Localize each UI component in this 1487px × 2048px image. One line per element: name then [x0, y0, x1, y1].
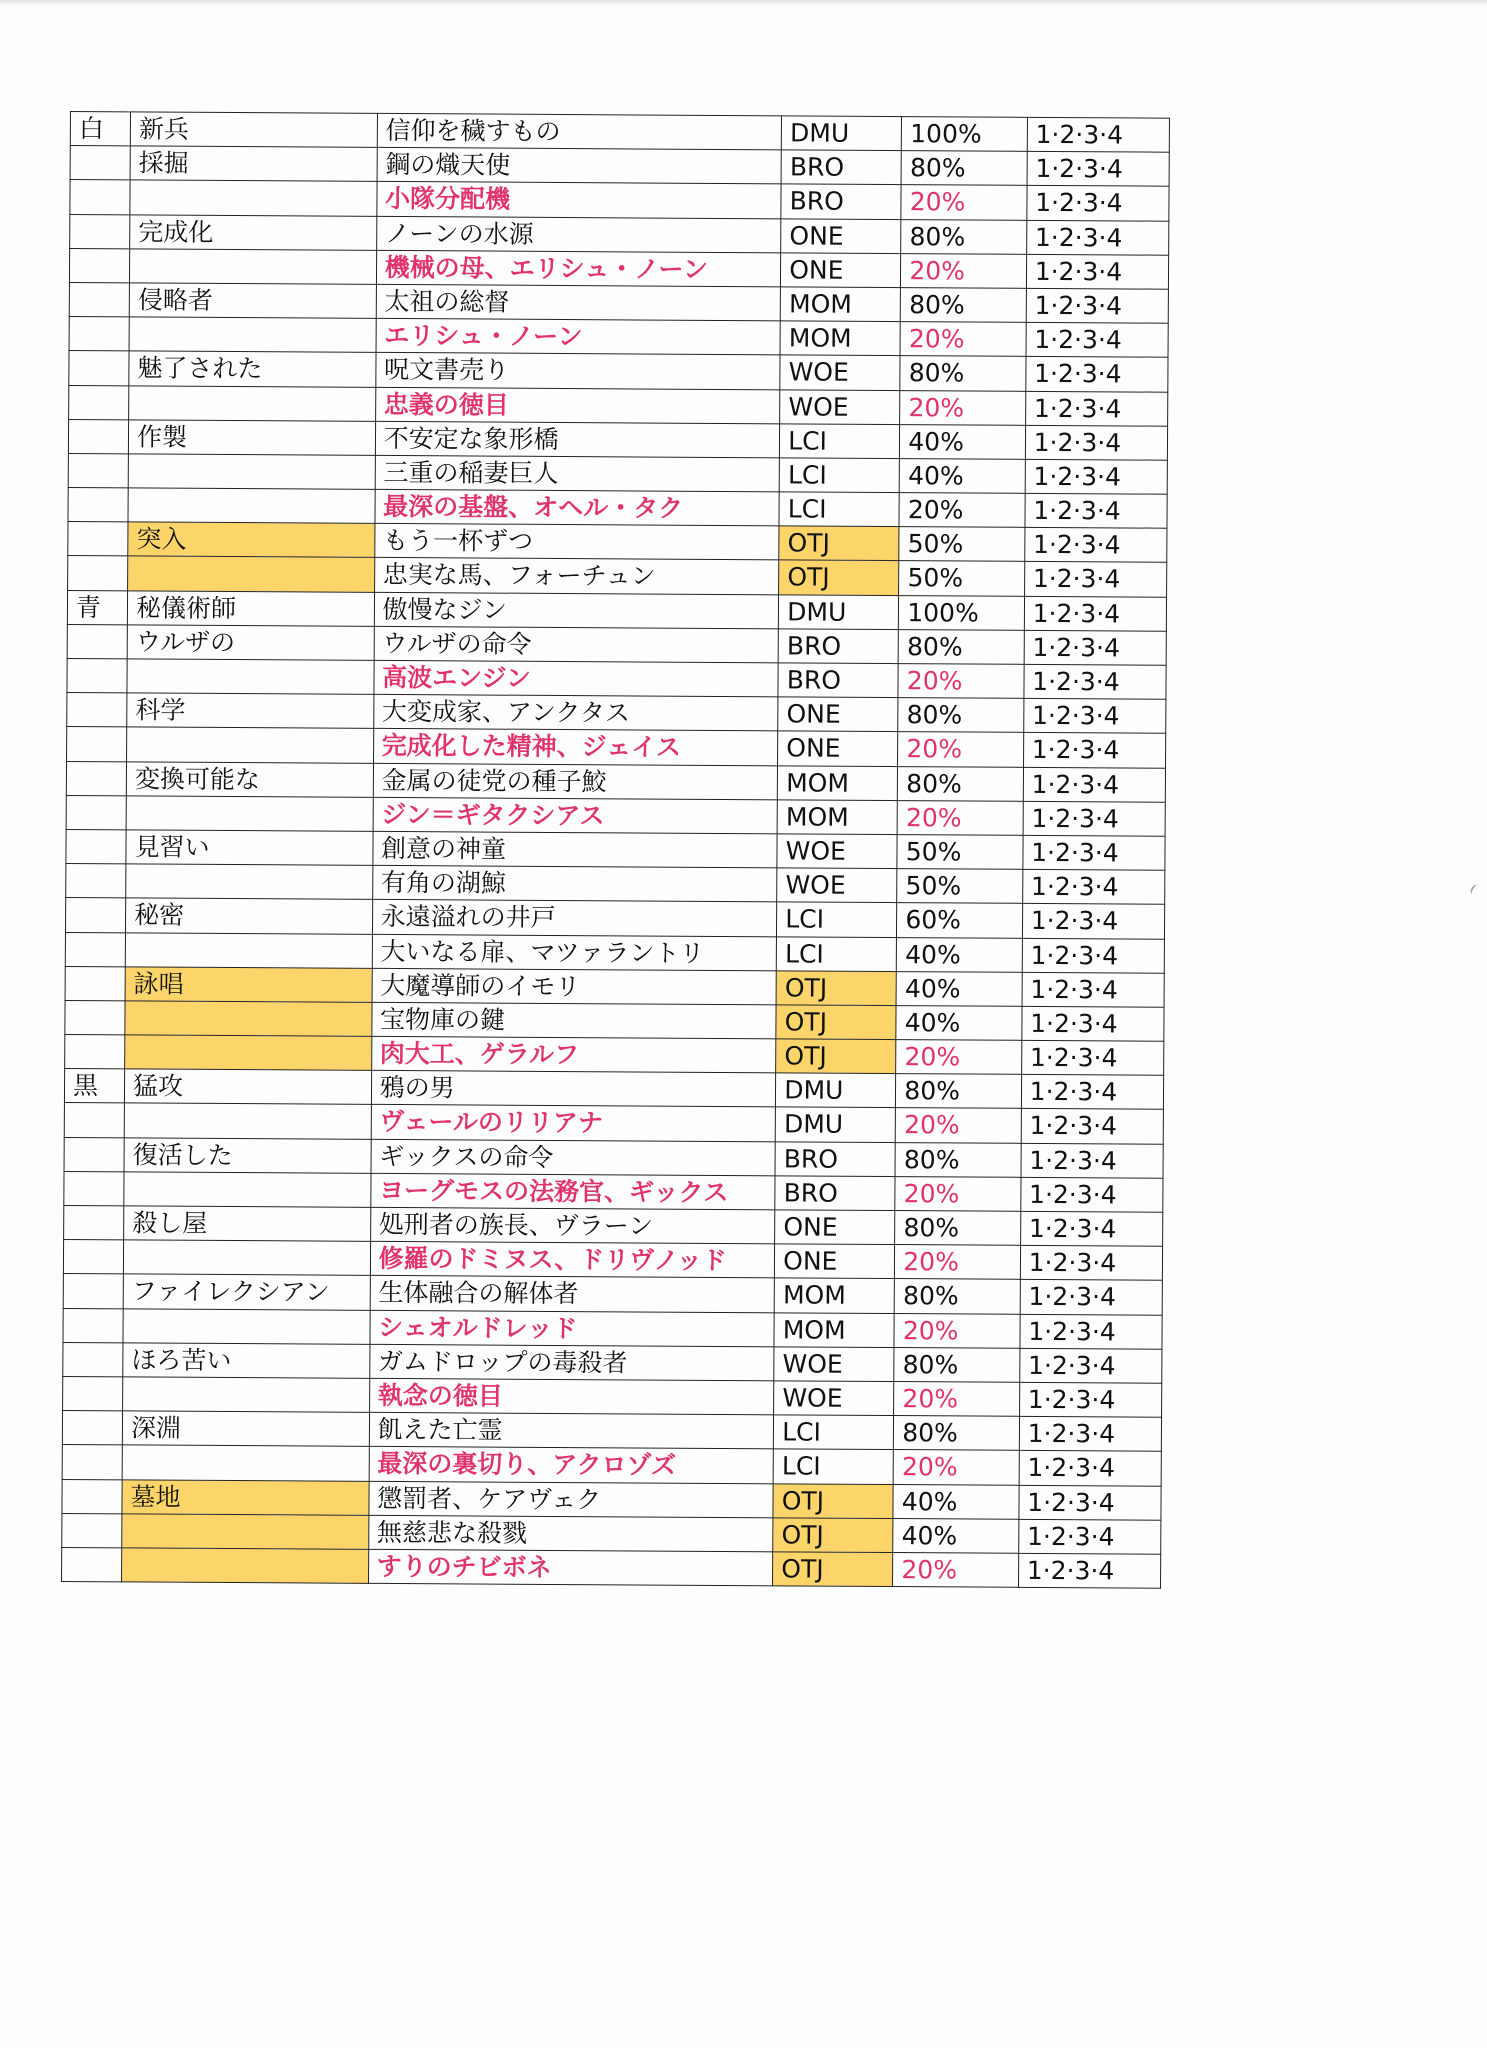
set-code-cell: LCI [776, 936, 896, 971]
rate-cell: 80% [900, 356, 1026, 391]
color-cell [62, 1479, 122, 1514]
copies-cell: 1·2·3·4 [1020, 1280, 1163, 1315]
card-name-cell: ウルザの命令 [374, 626, 779, 663]
rate-cell: 20% [898, 664, 1024, 699]
color-cell [69, 351, 129, 386]
color-cell [64, 1171, 124, 1206]
card-name-cell: ギックスの命令 [371, 1139, 776, 1176]
card-name-cell: 肉大工、ゲラルフ [371, 1036, 776, 1073]
rate-cell: 80% [898, 766, 1024, 801]
set-code-cell: LCI [779, 492, 899, 527]
set-code-cell: OTJ [773, 1483, 893, 1518]
mechanic-cell: 魅了された [129, 351, 376, 387]
copies-cell: 1·2·3·4 [1023, 733, 1166, 768]
copies-cell: 1·2·3·4 [1026, 322, 1169, 357]
mechanic-cell: 見習い [126, 830, 373, 866]
set-code-cell: LCI [773, 1449, 893, 1484]
copies-cell: 1·2·3·4 [1022, 972, 1165, 1007]
set-code-cell: WOE [774, 1381, 894, 1416]
rate-cell: 40% [893, 1484, 1019, 1519]
rate-cell: 80% [901, 219, 1027, 254]
mechanic-cell: 突入 [128, 522, 375, 558]
rate-cell: 20% [893, 1450, 1019, 1485]
set-code-cell: DMU [776, 1073, 896, 1108]
card-name-cell: ヨーグモスの法務官、ギックス [370, 1173, 775, 1210]
rate-cell: 100% [902, 117, 1028, 152]
rate-cell: 40% [897, 937, 1023, 972]
set-code-cell: OTJ [776, 971, 896, 1006]
card-name-cell: 呪文書売り [375, 353, 780, 390]
mechanic-cell: 詠唱 [125, 967, 372, 1003]
color-cell [62, 1513, 122, 1548]
rate-cell: 80% [898, 629, 1024, 664]
copies-cell: 1·2·3·4 [1024, 528, 1167, 563]
copies-cell: 1·2·3·4 [1025, 459, 1168, 494]
card-name-cell: すりのチビボネ [368, 1549, 773, 1586]
copies-cell: 1·2·3·4 [1019, 1485, 1162, 1520]
card-name-cell: 傲慢なジン [374, 592, 779, 629]
rate-cell: 80% [896, 1074, 1022, 1109]
set-code-cell: ONE [778, 731, 898, 766]
color-cell [62, 1547, 122, 1582]
color-cell [66, 829, 126, 864]
rate-cell: 20% [896, 1108, 1022, 1143]
card-name-cell: 修羅のドミヌス、ドリヴノッド [370, 1242, 775, 1279]
mechanic-cell: 侵略者 [129, 283, 376, 319]
card-name-cell: 処刑者の族長、ヴラーン [370, 1207, 775, 1244]
set-code-cell: DMU [779, 594, 899, 629]
color-cell: 黒 [64, 1069, 124, 1104]
card-name-cell: ヴェールのリリアナ [371, 1105, 776, 1142]
mechanic-cell: 墓地 [122, 1479, 369, 1515]
rate-cell: 20% [894, 1313, 1020, 1348]
rate-cell: 80% [901, 288, 1027, 323]
mechanic-cell: ほろ苦い [123, 1343, 370, 1379]
set-code-cell: DMU [775, 1107, 895, 1142]
color-cell [63, 1274, 123, 1309]
color-cell [68, 453, 128, 488]
rate-cell: 40% [896, 1005, 1022, 1040]
mechanic-cell [127, 659, 374, 695]
mechanic-cell [122, 1445, 369, 1481]
card-name-cell: 金属の徒党の種子鮫 [373, 763, 778, 800]
mechanic-cell [123, 1377, 370, 1413]
card-name-cell: 大変成家、アンクタス [373, 695, 778, 732]
color-cell [64, 1103, 124, 1138]
copies-cell: 1·2·3·4 [1018, 1553, 1161, 1588]
copies-cell: 1·2·3·4 [1023, 699, 1166, 734]
color-cell [62, 1445, 122, 1480]
copies-cell: 1·2·3·4 [1020, 1177, 1163, 1212]
copies-cell: 1·2·3·4 [1020, 1246, 1163, 1281]
color-cell [70, 214, 130, 249]
color-cell [63, 1342, 123, 1377]
card-name-cell: 鴉の男 [371, 1071, 776, 1108]
mechanic-cell: 新兵 [130, 112, 377, 148]
set-code-cell: MOM [777, 800, 897, 835]
color-cell [69, 248, 129, 283]
mechanic-cell [127, 727, 374, 763]
card-name-cell: 忠実な馬、フォーチュン [374, 558, 779, 595]
copies-cell: 1·2·3·4 [1023, 767, 1166, 802]
set-code-cell: ONE [775, 1210, 895, 1245]
set-code-cell: OTJ [776, 1005, 896, 1040]
card-list-table [61, 111, 1170, 1589]
color-cell [62, 1411, 122, 1446]
mechanic-cell: 変換可能な [126, 761, 373, 797]
rate-cell: 80% [895, 1211, 1021, 1246]
scan-edge [0, 0, 1487, 6]
rate-cell: 50% [897, 835, 1023, 870]
copies-cell: 1·2·3·4 [1027, 152, 1170, 187]
copies-cell: 1·2·3·4 [1019, 1382, 1162, 1417]
set-code-cell: WOE [780, 355, 900, 390]
card-name-cell: 小隊分配機 [376, 182, 781, 219]
color-cell [69, 317, 129, 352]
mechanic-cell: 猛攻 [124, 1069, 371, 1105]
set-code-cell: OTJ [779, 560, 899, 595]
card-name-cell: 最深の基盤、オヘル・タク [375, 489, 780, 526]
set-code-cell: LCI [779, 458, 899, 493]
card-name-cell: ガムドロップの毒殺者 [369, 1344, 774, 1381]
table-row [62, 1547, 1161, 1588]
rate-cell: 50% [897, 869, 1023, 904]
set-code-cell: BRO [781, 184, 901, 219]
card-name-cell: ノーンの水源 [376, 216, 781, 253]
card-name-cell: 高波エンジン [374, 660, 779, 697]
set-code-cell: LCI [780, 424, 900, 459]
set-code-cell: MOM [774, 1278, 894, 1313]
mechanic-cell [124, 1103, 371, 1139]
color-cell [65, 1000, 125, 1035]
set-code-cell: OTJ [773, 1552, 893, 1587]
card-name-cell: 永遠溢れの井戸 [372, 900, 777, 937]
rate-cell: 20% [896, 1040, 1022, 1075]
mechanic-cell: 作製 [128, 420, 375, 456]
card-name-cell: 最深の裏切り、アクロゾズ [369, 1447, 774, 1484]
mechanic-cell [128, 556, 375, 592]
card-name-cell: 太祖の総督 [376, 284, 781, 321]
color-cell [63, 1240, 123, 1275]
mechanic-cell [128, 454, 375, 490]
color-cell [67, 693, 127, 728]
rate-cell: 20% [900, 322, 1026, 357]
rate-cell: 80% [894, 1416, 1020, 1451]
set-code-cell: WOE [777, 834, 897, 869]
set-code-cell: OTJ [773, 1518, 893, 1553]
mechanic-cell: 科学 [127, 693, 374, 729]
rate-cell: 80% [901, 151, 1027, 186]
mechanic-cell: ウルザの [127, 625, 374, 661]
mechanic-cell [123, 1308, 370, 1344]
rate-cell: 20% [895, 1176, 1021, 1211]
copies-cell: 1·2·3·4 [1026, 357, 1169, 392]
color-cell: 青 [67, 590, 127, 625]
copies-cell: 1·2·3·4 [1022, 938, 1165, 973]
rate-cell: 80% [895, 1279, 1021, 1314]
card-name-cell: 機械の母、エリシュ・ノーン [376, 250, 781, 287]
copies-cell: 1·2·3·4 [1026, 288, 1169, 323]
mechanic-cell [123, 1240, 370, 1276]
card-name-cell: シェオルドレッド [370, 1310, 775, 1347]
rate-cell: 100% [899, 595, 1025, 630]
set-code-cell: BRO [775, 1176, 895, 1211]
color-cell [65, 932, 125, 967]
color-cell [69, 282, 129, 317]
copies-cell: 1·2·3·4 [1021, 1109, 1164, 1144]
scan-mark [1469, 884, 1481, 897]
copies-cell: 1·2·3·4 [1025, 493, 1168, 528]
copies-cell: 1·2·3·4 [1024, 562, 1167, 597]
rate-cell: 20% [900, 390, 1026, 425]
card-name-cell: 完成化した精神、ジェイス [373, 729, 778, 766]
copies-cell: 1·2·3·4 [1018, 1519, 1161, 1554]
card-name-cell: 不安定な象形橋 [375, 421, 780, 458]
rate-cell: 40% [896, 971, 1022, 1006]
rate-cell: 20% [897, 800, 1023, 835]
set-code-cell: LCI [777, 902, 897, 937]
card-list-body [62, 112, 1170, 1589]
mechanic-cell [129, 317, 376, 353]
color-cell [63, 1376, 123, 1411]
copies-cell: 1·2·3·4 [1019, 1416, 1162, 1451]
copies-cell: 1·2·3·4 [1020, 1211, 1163, 1246]
card-name-cell: 大魔導師のイモリ [372, 968, 777, 1005]
rate-cell: 60% [897, 903, 1023, 938]
card-name-cell: 飢えた亡霊 [369, 1412, 774, 1449]
rate-cell: 20% [894, 1381, 1020, 1416]
color-cell [67, 658, 127, 693]
set-code-cell: MOM [780, 321, 900, 356]
rate-cell: 80% [895, 1142, 1021, 1177]
set-code-cell: WOE [777, 868, 897, 903]
mechanic-cell: 殺し屋 [124, 1206, 371, 1242]
set-code-cell: MOM [778, 765, 898, 800]
rate-cell: 20% [901, 253, 1027, 288]
card-name-cell: エリシュ・ノーン [376, 318, 781, 355]
copies-cell: 1·2·3·4 [1027, 186, 1170, 221]
copies-cell: 1·2·3·4 [1023, 801, 1166, 836]
mechanic-cell: 採掘 [130, 146, 377, 182]
set-code-cell: BRO [778, 629, 898, 664]
set-code-cell: ONE [775, 1244, 895, 1279]
set-code-cell: OTJ [776, 1039, 896, 1074]
copies-cell: 1·2·3·4 [1024, 664, 1167, 699]
card-name-cell: 執念の徳目 [369, 1378, 774, 1415]
color-cell [64, 1205, 124, 1240]
rate-cell: 50% [899, 527, 1025, 562]
copies-cell: 1·2·3·4 [1021, 1075, 1164, 1110]
mechanic-cell: ファイレクシアン [123, 1274, 370, 1310]
copies-cell: 1·2·3·4 [1020, 1314, 1163, 1349]
set-code-cell: MOM [774, 1312, 894, 1347]
rate-cell: 40% [893, 1518, 1019, 1553]
set-code-cell: BRO [775, 1141, 895, 1176]
set-code-cell: BRO [778, 663, 898, 698]
color-cell [66, 761, 126, 796]
mechanic-cell [125, 932, 372, 968]
mechanic-cell [126, 796, 373, 832]
color-cell [65, 1035, 125, 1070]
mechanic-cell [128, 488, 375, 524]
set-code-cell: DMU [781, 116, 901, 151]
mechanic-cell: 復活した [124, 1137, 371, 1173]
color-cell [69, 385, 129, 420]
rate-cell: 40% [900, 424, 1026, 459]
card-name-cell: 鋼の熾天使 [377, 148, 782, 185]
color-cell: 白 [70, 112, 130, 147]
rate-cell: 20% [898, 732, 1024, 767]
copies-cell: 1·2·3·4 [1022, 1006, 1165, 1041]
rate-cell: 80% [894, 1347, 1020, 1382]
color-cell [63, 1308, 123, 1343]
mechanic-cell [125, 1001, 372, 1037]
rate-cell: 40% [900, 458, 1026, 493]
rate-cell: 20% [901, 185, 1027, 220]
color-cell [68, 522, 128, 557]
color-cell [68, 488, 128, 523]
card-name-cell: 宝物庫の鍵 [371, 1002, 776, 1039]
mechanic-cell [129, 249, 376, 285]
rate-cell: 50% [899, 561, 1025, 596]
copies-cell: 1·2·3·4 [1025, 391, 1168, 426]
mechanic-cell: 完成化 [130, 214, 377, 250]
card-name-cell: もう一杯ずつ [374, 524, 779, 561]
set-code-cell: WOE [774, 1347, 894, 1382]
set-code-cell: ONE [781, 218, 901, 253]
copies-cell: 1·2·3·4 [1019, 1348, 1162, 1383]
card-name-cell: 大いなる扉、マツァラントリ [372, 934, 777, 971]
copies-cell: 1·2·3·4 [1024, 596, 1167, 631]
mechanic-cell [130, 180, 377, 216]
copies-cell: 1·2·3·4 [1022, 904, 1165, 939]
copies-cell: 1·2·3·4 [1024, 630, 1167, 665]
card-name-cell: 懲罰者、ケアヴェク [369, 1481, 774, 1518]
mechanic-cell: 深淵 [122, 1411, 369, 1447]
card-name-cell: ジン＝ギタクシアス [373, 797, 778, 834]
mechanic-cell [124, 1172, 371, 1208]
set-code-cell: WOE [780, 389, 900, 424]
color-cell [66, 864, 126, 899]
mechanic-cell [126, 864, 373, 900]
copies-cell: 1·2·3·4 [1022, 869, 1165, 904]
copies-cell: 1·2·3·4 [1026, 254, 1169, 289]
copies-cell: 1·2·3·4 [1026, 220, 1169, 255]
card-name-cell: 三重の稲妻巨人 [375, 455, 780, 492]
card-name-cell: 有角の湖鯨 [372, 865, 777, 902]
rate-cell: 80% [898, 698, 1024, 733]
set-code-cell: BRO [781, 150, 901, 185]
copies-cell: 1·2·3·4 [1025, 425, 1168, 460]
copies-cell: 1·2·3·4 [1023, 835, 1166, 870]
color-cell [64, 1137, 124, 1172]
set-code-cell: OTJ [779, 526, 899, 561]
card-name-cell: 信仰を穢すもの [377, 113, 782, 150]
card-name-cell: 創意の神童 [373, 831, 778, 868]
set-code-cell: MOM [780, 287, 900, 322]
card-name-cell: 生体融合の解体者 [370, 1276, 775, 1313]
mechanic-cell: 秘密 [126, 898, 373, 934]
copies-cell: 1·2·3·4 [1027, 117, 1170, 152]
color-cell [70, 180, 130, 215]
color-cell [70, 146, 130, 181]
mechanic-cell [122, 1514, 369, 1550]
rate-cell: 20% [893, 1552, 1019, 1587]
set-code-cell: ONE [778, 697, 898, 732]
color-cell [67, 624, 127, 659]
color-cell [68, 419, 128, 454]
mechanic-cell [125, 1035, 372, 1071]
color-cell [65, 898, 125, 933]
color-cell [66, 795, 126, 830]
copies-cell: 1·2·3·4 [1021, 1040, 1164, 1075]
card-name-cell: 忠義の徳目 [375, 387, 780, 424]
copies-cell: 1·2·3·4 [1021, 1143, 1164, 1178]
rate-cell: 20% [899, 493, 1025, 528]
card-name-cell: 無慈悲な殺戮 [368, 1515, 773, 1552]
mechanic-cell: 秘儀術師 [127, 590, 374, 626]
color-cell [65, 966, 125, 1001]
color-cell [68, 556, 128, 591]
copies-cell: 1·2·3·4 [1019, 1451, 1162, 1486]
set-code-cell: LCI [774, 1415, 894, 1450]
set-code-cell: ONE [781, 253, 901, 288]
color-cell [67, 727, 127, 762]
rate-cell: 20% [895, 1245, 1021, 1280]
mechanic-cell [129, 385, 376, 421]
mechanic-cell [122, 1548, 369, 1584]
